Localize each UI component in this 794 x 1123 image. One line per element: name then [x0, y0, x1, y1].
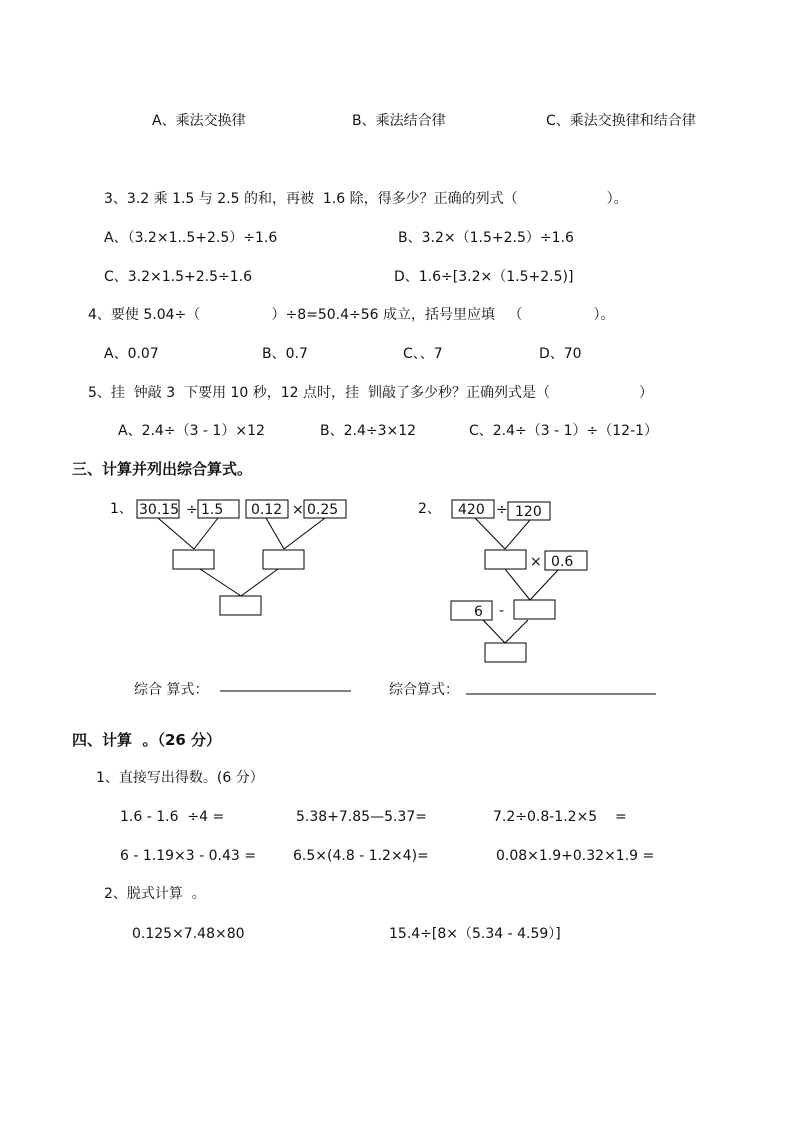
- tree1-answer-box: [263, 550, 304, 569]
- tree2-answer-box: [485, 550, 526, 569]
- tree2-number: 2、: [418, 501, 441, 517]
- tree2-connector: [475, 518, 505, 549]
- tree2-value-box: [451, 601, 492, 620]
- tree1-op-1: ÷: [186, 502, 198, 518]
- q4-option-d: D、70: [539, 346, 582, 362]
- tree2-value-2: 120: [515, 504, 542, 520]
- tree2-connector: [505, 569, 530, 600]
- tree1-connector: [266, 518, 284, 549]
- tree2-op-2: ×: [530, 554, 542, 570]
- section3-title: 三、计算并列出综合算式。: [72, 460, 253, 478]
- calc-item: 0.08×1.9+0.32×1.9 =: [496, 848, 655, 864]
- calc-item: 6.5×(4.8 - 1.2×4)=: [293, 848, 429, 864]
- tree1-value-2: 1.5: [201, 502, 224, 518]
- formula1-label: 综合 算式：: [134, 682, 209, 698]
- tree1-value-1: 30.15: [139, 502, 180, 518]
- section4-title: 四、计算 。（26 分）: [72, 731, 222, 749]
- q3-option-b: B、3.2×（1.5+2.5）÷1.6: [398, 230, 574, 246]
- q3-option-a: A、（3.2×1..5+2.5）÷1.6: [104, 230, 278, 246]
- tree2-connector: [530, 570, 558, 600]
- calc-item: 15.4÷[8×（5.34 - 4.59）]: [389, 926, 561, 942]
- q3-stem: 3、3.2 乘 1.5 与 2.5 的和，再被 1.6 除，得多少？正确的列式（ ）。: [104, 191, 628, 207]
- tree2-connector: [505, 520, 530, 549]
- tree1-value-3: 0.12: [251, 502, 283, 518]
- calc-item: 5.38+7.85—5.37=: [296, 809, 427, 825]
- q4-option-c: C、、7: [403, 346, 443, 362]
- tree1-number: 1、: [110, 501, 133, 517]
- tree2-value-1: 420: [458, 502, 485, 518]
- q5-option-a: A、2.4÷（3 - 1）×12: [118, 423, 265, 439]
- section4-sub2: 2、脱式计算 。: [104, 886, 206, 902]
- q4-option-b: B、0.7: [262, 346, 308, 362]
- q5-option-b: B、2.4÷3×12: [320, 423, 417, 439]
- calc-item: 7.2÷0.8-1.2×5 =: [493, 809, 627, 825]
- tree2-connector: [483, 620, 505, 643]
- tree2-op-1: ÷: [496, 502, 508, 518]
- tree1-connector: [158, 518, 194, 549]
- q5-stem: 5、挂 钟敲 3 下要用 10 秒，12 点时，挂 钏敲了多少秒？正确列式是（ ）: [88, 385, 653, 401]
- formula2-label: 综合算式：: [389, 682, 459, 698]
- tree1-final-box: [220, 596, 261, 615]
- q2-option-a: A、乘法交换律: [152, 113, 246, 129]
- tree1-value-4: 0.25: [307, 502, 339, 518]
- tree2-answer-box: [514, 600, 555, 619]
- calc-item: 0.125×7.48×80: [132, 926, 245, 942]
- tree1-connector: [200, 569, 241, 596]
- tree2-value-4: 6: [474, 604, 483, 620]
- q3-option-c: C、3.2×1.5+2.5÷1.6: [104, 269, 253, 285]
- tree1-connector: [284, 518, 325, 549]
- tree2-connector: [505, 620, 528, 643]
- q2-option-b: B、乘法结合律: [352, 113, 446, 129]
- q2-option-c: C、乘法交换律和结合律: [546, 113, 696, 129]
- q4-option-a: A、0.07: [104, 346, 159, 362]
- tree1-connector: [241, 569, 278, 596]
- tree1-connector: [194, 518, 218, 549]
- tree2-op-3: -: [499, 603, 505, 619]
- q4-stem: 4、要使 5.04÷（ ）÷8=50.4÷56 成立，括号里应填 （ ）。: [88, 307, 615, 323]
- calc-item: 1.6 - 1.6 ÷4 =: [120, 809, 225, 825]
- q5-option-c: C、2.4÷（3 - 1）÷（12-1）: [469, 423, 659, 439]
- tree2-value-3: 0.6: [551, 554, 574, 570]
- tree1-op-2: ×: [292, 502, 304, 518]
- calc-item: 6 - 1.19×3 - 0.43 =: [120, 848, 256, 864]
- section4-sub1: 1、直接写出得数。(6 分）: [96, 770, 264, 786]
- q3-option-d: D、1.6÷[3.2×（1.5+2.5)]: [394, 269, 574, 285]
- tree1-answer-box: [173, 550, 214, 569]
- tree2-final-box: [485, 643, 526, 662]
